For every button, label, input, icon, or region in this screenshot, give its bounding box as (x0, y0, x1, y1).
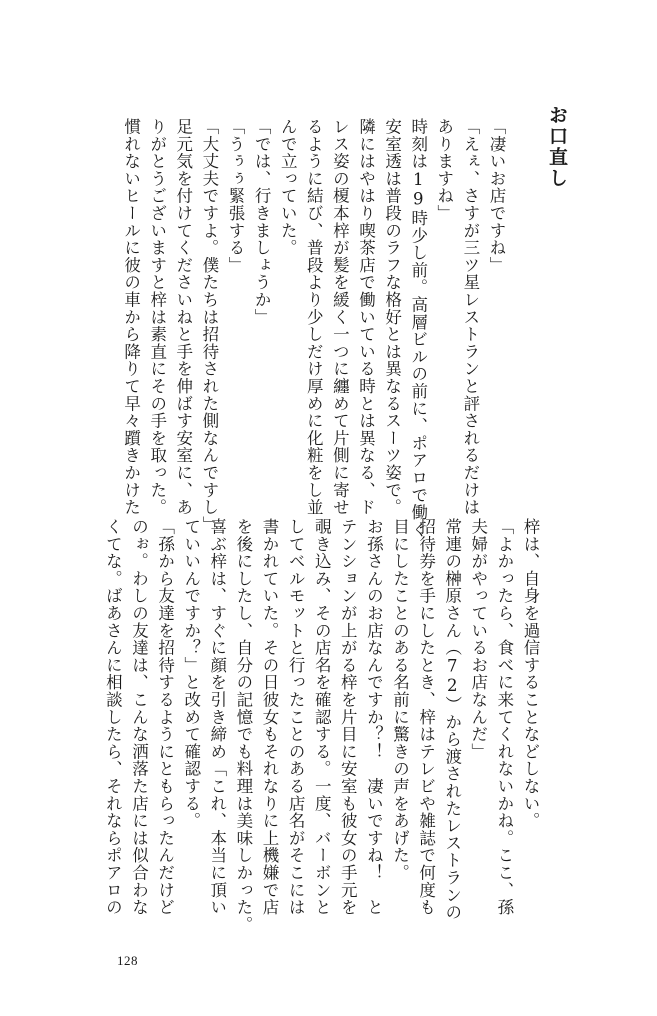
text-column: 喜ぶ梓は、すぐに顔を引き締め「これ、本当に頂い (207, 518, 227, 916)
text-column: 隣にはやはり喫茶店で働いている時とは異なる、ド (356, 118, 376, 516)
text-column: お孫さんのお店なんですか？！ 凄いですね！ と (364, 518, 384, 916)
text-column: んで立っていた。 (278, 118, 298, 257)
text-column: 時刻は19時少し前。高層ビルの前に、ポアロで働く (408, 118, 428, 539)
text-column: 慣れないヒールに彼の車から降りて早々躓きかけた (121, 118, 141, 516)
page-number: 128 (117, 953, 138, 968)
text-column: くてな。ばあさんに相談したら、それならポアロの (103, 518, 123, 916)
text-column: 目にしたことのある名前に驚きの声をあげた。 (390, 518, 410, 882)
chapter-title: お口直し (546, 105, 568, 189)
text-column: 足元気を付けてくださいねと手を伸ばす安室に、あ (173, 118, 193, 516)
text-column: 「えぇ、さすが三ツ星レストランと評されるだけは (460, 118, 480, 516)
text-column: 「孫から友達を招待するようにともらったんだけど (155, 518, 175, 916)
text-column: してベルモットと行ったことのある店名がそこには (286, 518, 306, 916)
text-column: のぉ。わしの友達は、こんな洒落た店には似合わな (129, 518, 149, 916)
text-column: を後にしたし、自分の記憶でも料理は美味しかった。 (233, 518, 253, 934)
text-column: 「では、行きましょうか」 (252, 118, 272, 326)
text-column: 「凄いお店ですね」 (487, 118, 506, 274)
text-column: 「よかったら、食べに来てくれないかね。ここ、孫 (494, 518, 514, 916)
text-column: 書かれていた。その日彼女もそれなりに上機嫌で店 (260, 518, 279, 916)
text-column: 「うぅぅ緊張する」 (226, 118, 245, 274)
text-column: ありますね」 (434, 118, 454, 222)
text-column: 梓は、自身を過信することなどしない。 (521, 518, 540, 830)
text-column: 招待券を手にしたとき、梓はテレビや雑誌で何度も (416, 518, 436, 916)
text-column: 夫婦がやっているお店なんだ」 (468, 518, 488, 761)
text-column: レス姿の榎本梓が髪を緩く一つに纏めて片側に寄せ (330, 118, 350, 516)
text-column: 常連の榊原さん（72）から渡されたレストランの (442, 518, 462, 921)
text-column: るように結び、普段より少しだけ厚めに化粧をし並 (304, 118, 324, 516)
text-column: ていいんですか？」と改めて確認する。 (181, 518, 201, 830)
text-column: テンションが上がる梓を片目に安室も彼女の手元を (338, 518, 358, 916)
text-column: りがとうございますと梓は素直にその手を取った。 (147, 118, 167, 516)
text-column: 覗き込み、その店名を確認する。一度、バーボンと (312, 518, 332, 916)
text-column: 「大丈夫ですよ。僕たちは招待された側なんですし」 (199, 118, 219, 534)
text-column: 安室透は普段のラフな格好とは異なるスーツ姿で。 (382, 118, 402, 516)
